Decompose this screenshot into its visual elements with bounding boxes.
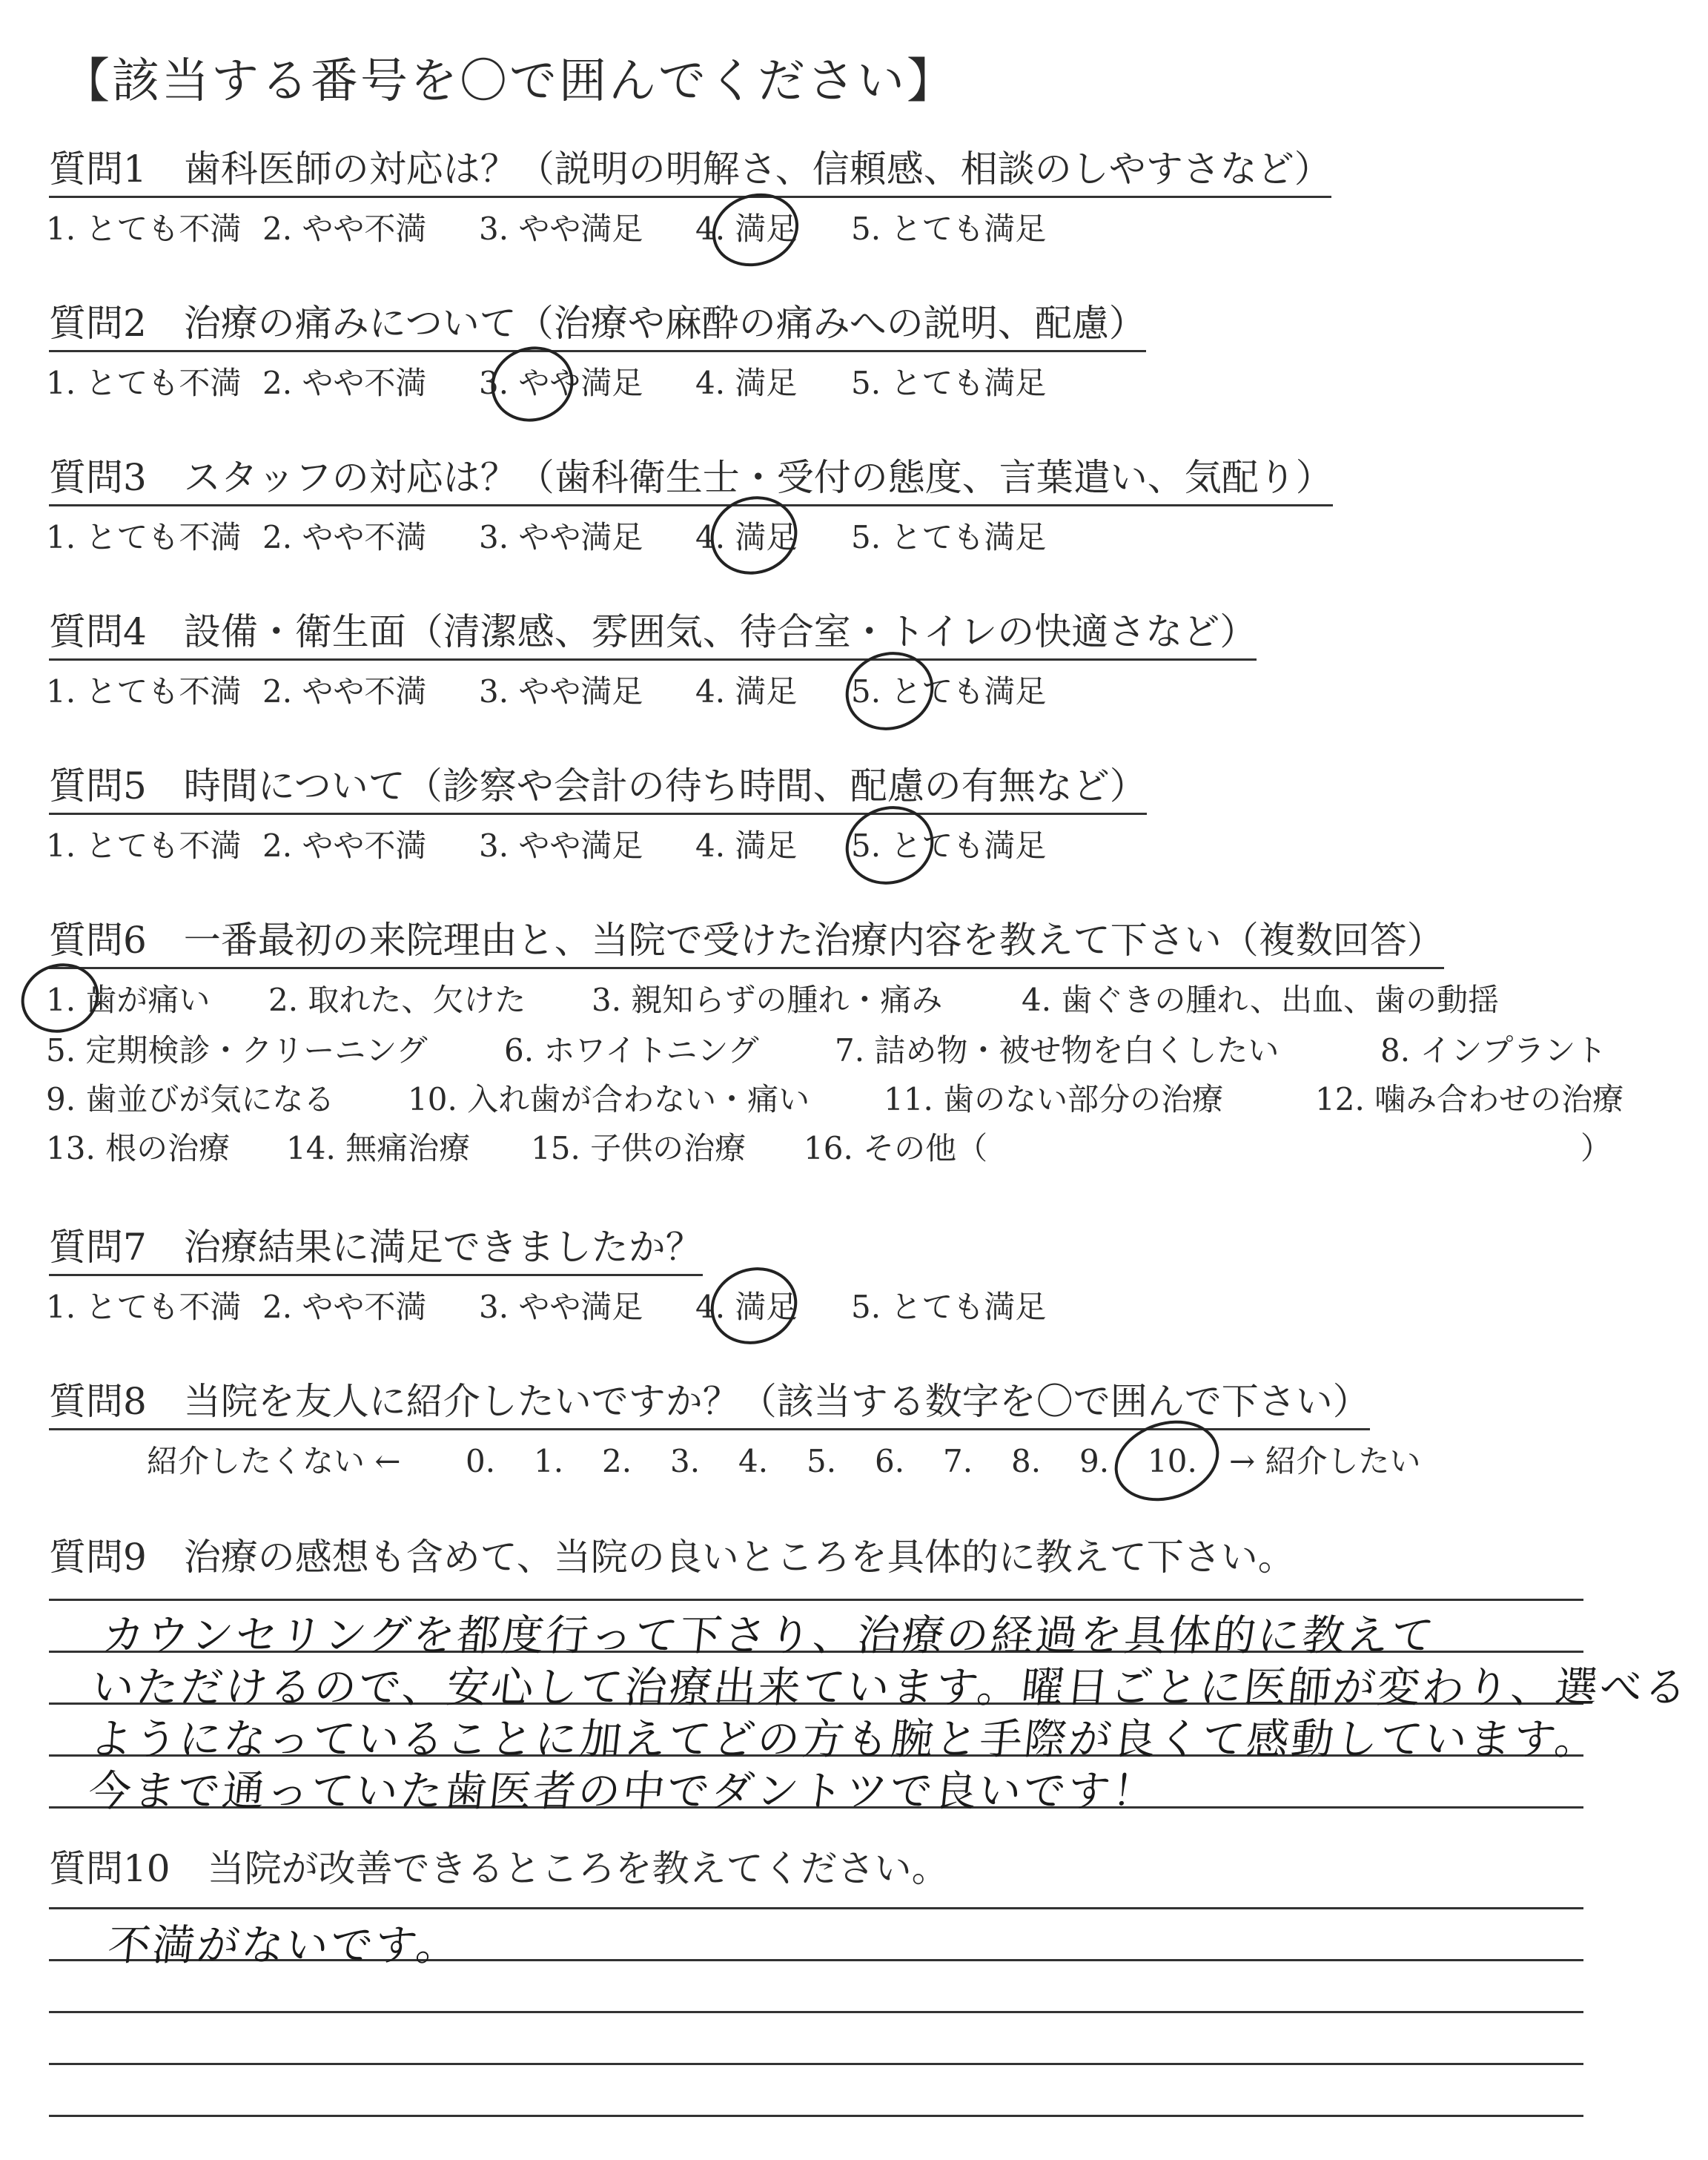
option[interactable]: 5. とても満足 [851, 1289, 1047, 1325]
answer-line [49, 1907, 1583, 1909]
q9-answer-line-2: いただけるので、安心して治療出来ています。曜日ごとに医師が変わり、選べる [89, 1663, 1692, 1712]
scale-option[interactable]: 10. [1148, 1443, 1197, 1479]
scale-option[interactable]: 1. [534, 1443, 564, 1479]
question-5-heading: 質問5 時間について（診察や会計の待ち時間、配慮の有無など） [49, 764, 1147, 815]
scale-option[interactable]: 8. [1011, 1443, 1042, 1479]
option[interactable]: 1. 歯が痛い [46, 982, 211, 1018]
option[interactable]: 5. とても満足 [851, 365, 1047, 401]
option[interactable]: 7. 詰め物・被せ物を白くしたい [835, 1032, 1280, 1069]
option[interactable]: 5. とても満足 [851, 828, 1047, 864]
option[interactable]: 1. とても不満 [46, 1289, 242, 1325]
option[interactable]: 5. とても満足 [851, 211, 1047, 247]
answer-line [49, 1599, 1583, 1601]
option[interactable]: 15. 子供の治療 [531, 1130, 747, 1166]
q9-answer-line-4: 今まで通っていた歯医者の中でダントツで良いです！ [86, 1767, 1159, 1816]
option[interactable]: 3. やや満足 [479, 673, 643, 710]
question-7-options [46, 1289, 1046, 1326]
option[interactable]: 1. とても不満 [46, 211, 242, 247]
option[interactable]: 3. やや満足 [479, 828, 643, 864]
question-9-heading: 質問9 治療の感想も含めて、当院の良いところを具体的に教えて下さい。 [49, 1536, 1295, 1579]
question-10-heading: 質問10 当院が改善できるところを教えてください。 [49, 1847, 949, 1890]
question-1-options [46, 211, 1046, 248]
option[interactable]: 5. とても満足 [851, 519, 1047, 555]
scale-option[interactable]: 2. [602, 1443, 632, 1479]
option[interactable]: 4. 満足 [695, 828, 798, 864]
option[interactable]: 2. やや不満 [262, 1289, 427, 1325]
option[interactable]: 5. とても満足 [851, 673, 1047, 710]
option[interactable]: 11. 歯のない部分の治療 [884, 1081, 1224, 1117]
scale-option[interactable]: 9. [1079, 1443, 1110, 1479]
question-1-heading: 質問1 歯科医師の対応は？（説明の明解さ、信頼感、相談のしやすさなど） [49, 147, 1331, 198]
question-7-heading: 質問7 治療結果に満足できましたか？ [49, 1225, 703, 1276]
question-8-scale [147, 1443, 1421, 1480]
option[interactable]: 3. 親知らずの腫れ・痛み [592, 982, 943, 1018]
q6-row-1 [46, 982, 1499, 1019]
question-3-heading: 質問3 スタッフの対応は？（歯科衛生士・受付の態度、言葉遣い、気配り） [49, 455, 1333, 506]
form-title: 【該当する番号を〇で囲んでください】 [62, 54, 956, 109]
q9-answer-line-1: カウンセリングを都度行って下さり、治療の経過を具体的に教えて [99, 1611, 1439, 1660]
option[interactable]: 4. 満足 [695, 365, 798, 401]
answer-line [49, 2115, 1583, 2117]
question-2-heading: 質問2 治療の痛みについて（治療や麻酔の痛みへの説明、配慮） [49, 301, 1146, 352]
option[interactable]: 2. やや不満 [262, 211, 427, 247]
option[interactable]: 4. 歯ぐきの腫れ、出血、歯の動揺 [1022, 982, 1499, 1018]
option[interactable]: 4. 満足 [695, 673, 798, 710]
q6-row-2 [46, 1032, 1606, 1069]
scale-left-label: 紹介したくない ← [147, 1443, 401, 1479]
option[interactable]: 9. 歯並びが気になる [46, 1081, 335, 1117]
scale-option[interactable]: 4. [738, 1443, 769, 1479]
question-4-heading: 質問4 設備・衛生面（清潔感、雰囲気、待合室・トイレの快適さなど） [49, 610, 1257, 661]
scale-option[interactable]: 3. [670, 1443, 701, 1479]
scale-option[interactable]: 7. [943, 1443, 973, 1479]
other-close-paren: ） [1580, 1130, 1612, 1166]
selection-circle [701, 1256, 807, 1355]
option[interactable]: 13. 根の治療 [46, 1130, 231, 1166]
option[interactable]: 4. 満足 [695, 519, 798, 555]
option[interactable]: 1. とても不満 [46, 673, 242, 710]
option[interactable]: 1. とても不満 [46, 365, 242, 401]
answer-line [49, 2011, 1583, 2013]
option[interactable]: 14. 無痛治療 [286, 1130, 471, 1166]
question-6-heading: 質問6 一番最初の来院理由と、当院で受けた治療内容を教えて下さい（複数回答） [49, 918, 1444, 969]
option[interactable]: 6. ホワイトニング [504, 1032, 759, 1069]
q9-answer-line-3: ようになっていることに加えてどの方も腕と手際が良くて感動しています。 [87, 1715, 1602, 1764]
scale-option[interactable]: 6. [875, 1443, 905, 1479]
q10-answer-line-1: 不満がないです。 [105, 1921, 463, 1970]
q6-row-3 [46, 1081, 1623, 1118]
option[interactable]: 3. やや満足 [479, 1289, 643, 1325]
option[interactable]: 3. やや満足 [479, 519, 643, 555]
option[interactable]: 1. とても不満 [46, 828, 242, 864]
option[interactable]: 10. 入れ歯が合わない・痛い [408, 1081, 810, 1117]
option[interactable]: 1. とても不満 [46, 519, 242, 555]
option[interactable]: 3. やや満足 [479, 365, 643, 401]
option[interactable]: 4. 満足 [695, 211, 798, 247]
option[interactable]: 2. やや不満 [262, 828, 427, 864]
option[interactable]: 2. やや不満 [262, 673, 427, 710]
option[interactable]: 3. やや満足 [479, 211, 643, 247]
option[interactable]: 8. インプラント [1380, 1032, 1607, 1069]
option[interactable]: 5. 定期検診・クリーニング [46, 1032, 428, 1069]
option[interactable]: 2. やや不満 [262, 365, 427, 401]
scale-option[interactable]: 5. [807, 1443, 837, 1479]
option[interactable]: 12. 噛み合わせの治療 [1315, 1081, 1624, 1117]
q6-row-4 [46, 1130, 987, 1167]
option[interactable]: 2. やや不満 [262, 519, 427, 555]
option[interactable]: 2. 取れた、欠けた [268, 982, 526, 1018]
option[interactable]: 16. その他（ [804, 1130, 988, 1166]
scale-option[interactable]: 0. [466, 1443, 496, 1479]
option[interactable]: 4. 満足 [695, 1289, 798, 1325]
answer-line [49, 2063, 1583, 2065]
question-8-heading: 質問8 当院を友人に紹介したいですか？（該当する数字を〇で囲んで下さい） [49, 1379, 1370, 1430]
question-3-options [46, 519, 1046, 556]
scale-right-label: → 紹介したい [1229, 1443, 1421, 1479]
